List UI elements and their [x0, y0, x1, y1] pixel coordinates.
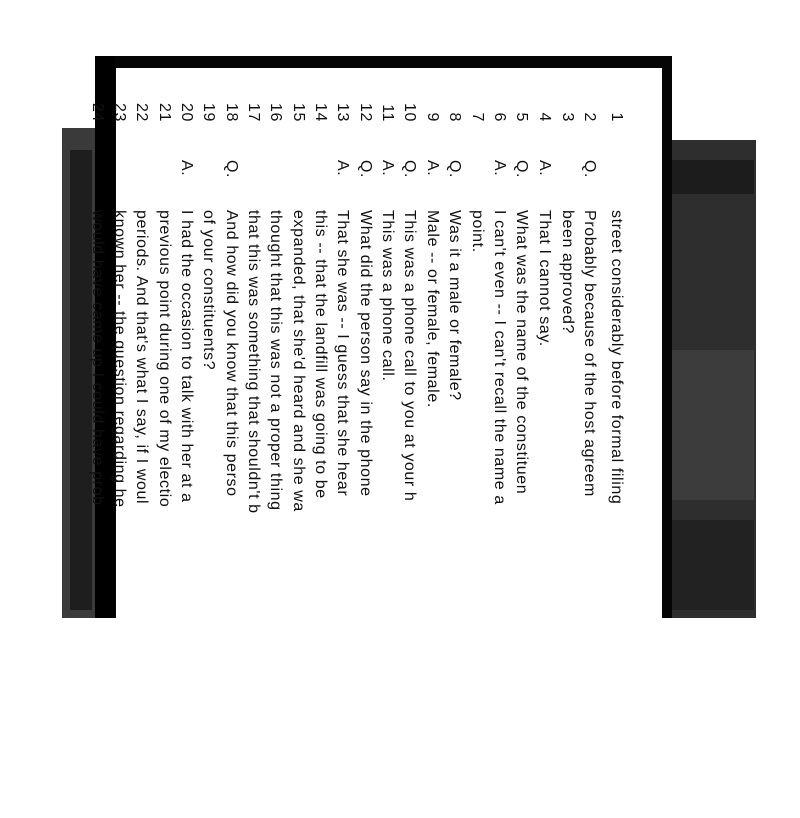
scan-shadow-band: [668, 350, 754, 500]
transcript-line: [309, 68, 331, 818]
line-number: 11: [379, 104, 396, 122]
line-number: 22: [133, 103, 150, 122]
line-number: 20: [178, 103, 195, 122]
transcript-line: [533, 68, 555, 818]
line-number: 23: [111, 103, 128, 122]
transcript-line: [443, 68, 465, 818]
transcript-line: [510, 68, 532, 818]
speaker-label: Q.: [513, 160, 530, 179]
line-number: 21: [156, 103, 173, 122]
speaker-label: Q.: [401, 160, 418, 179]
transcript-line: [578, 68, 600, 818]
line-number: 13: [334, 103, 351, 122]
line-text: thought that this was not a proper thing: [267, 210, 284, 511]
line-number: 14: [312, 103, 329, 122]
speaker-label: A.: [491, 160, 508, 177]
transcript-line: [398, 68, 420, 818]
line-text: What was the name of the constituen: [513, 210, 530, 495]
line-number: 8: [446, 112, 463, 122]
transcript-line: [108, 68, 130, 818]
speaker-label: A.: [379, 160, 396, 177]
line-number: 3: [559, 112, 576, 122]
line-text: This was a phone call.: [379, 210, 396, 382]
speaker-label: A.: [178, 160, 195, 177]
speaker-label: Q.: [357, 160, 374, 179]
transcript-line: [197, 68, 219, 818]
transcript-line: [86, 68, 108, 818]
transcript-line: [376, 68, 398, 818]
line-text: street considerably before formal filing: [608, 210, 625, 505]
line-text: What did the person say in the phone: [357, 210, 374, 497]
transcript-line: [488, 68, 510, 818]
line-number: 16: [267, 103, 284, 122]
line-number: 19: [200, 103, 217, 122]
line-text: known her -- the question regarding he: [111, 210, 128, 508]
line-text: I had the occasion to talk with her at a: [178, 210, 195, 503]
line-number: 18: [223, 103, 240, 122]
line-text: previous point during one of my electio: [156, 210, 173, 508]
speaker-label: Q.: [446, 160, 463, 179]
line-number: 10: [401, 103, 418, 122]
line-number: 1: [608, 112, 625, 122]
line-text: been approved?: [559, 210, 576, 335]
line-text: point.: [469, 210, 486, 253]
transcript-line: [175, 68, 197, 818]
line-text: of your constituents?: [200, 210, 217, 371]
speaker-label: A.: [334, 160, 351, 177]
scan-shadow-band: [668, 520, 754, 610]
line-text: Male -- or female, female.: [424, 210, 441, 408]
line-number: 24: [89, 103, 106, 122]
transcript-line: [220, 68, 242, 818]
line-number: 4: [536, 112, 553, 122]
speaker-label: A.: [424, 160, 441, 177]
transcript-page: [89, 68, 662, 618]
speaker-label: A.: [536, 160, 553, 177]
transcript-line: [605, 68, 627, 818]
line-text: Probably because of the host agreem: [581, 210, 598, 497]
line-text: That I cannot say.: [536, 210, 553, 347]
line-number: 9: [424, 112, 441, 122]
line-text: expanded, that she'd heard and she wa: [290, 210, 307, 512]
transcript-line: [153, 68, 175, 818]
rotated-transcript: [89, 68, 662, 618]
speaker-label: Q.: [581, 160, 598, 179]
transcript-line: [287, 68, 309, 818]
scan-shadow-band: [668, 160, 754, 194]
transcript-line: [466, 68, 488, 818]
line-text: this -- that the landfill was going to be: [312, 210, 329, 499]
line-text: that this was something that shouldn't b: [245, 210, 262, 514]
line-number: 2: [581, 112, 598, 122]
line-text: This was a phone call to you at your h: [401, 210, 418, 502]
transcript-line: [130, 68, 152, 818]
transcript-line: [421, 68, 443, 818]
transcript-line: [556, 68, 578, 818]
line-number: 6: [491, 112, 508, 122]
line-number: 5: [513, 112, 530, 122]
line-text: Was it a male or female?: [446, 210, 463, 401]
line-text: I can't even -- I can't recall the name a: [491, 210, 508, 505]
line-text: That she was -- I guess that she hear: [334, 210, 351, 497]
line-number: 17: [245, 103, 262, 122]
transcript-line: [331, 68, 353, 818]
line-text: periods. And that's what I say, if I woul: [133, 210, 150, 505]
line-number: 12: [357, 103, 374, 122]
line-number: 7: [469, 112, 486, 122]
line-number: 15: [290, 103, 307, 122]
line-text: And how did you know that this perso: [223, 210, 240, 497]
transcript-line: [264, 68, 286, 818]
line-text: would have came up I could have prob: [89, 210, 106, 506]
transcript-line: [242, 68, 264, 818]
speaker-label: Q.: [223, 160, 240, 179]
transcript-line: [354, 68, 376, 818]
